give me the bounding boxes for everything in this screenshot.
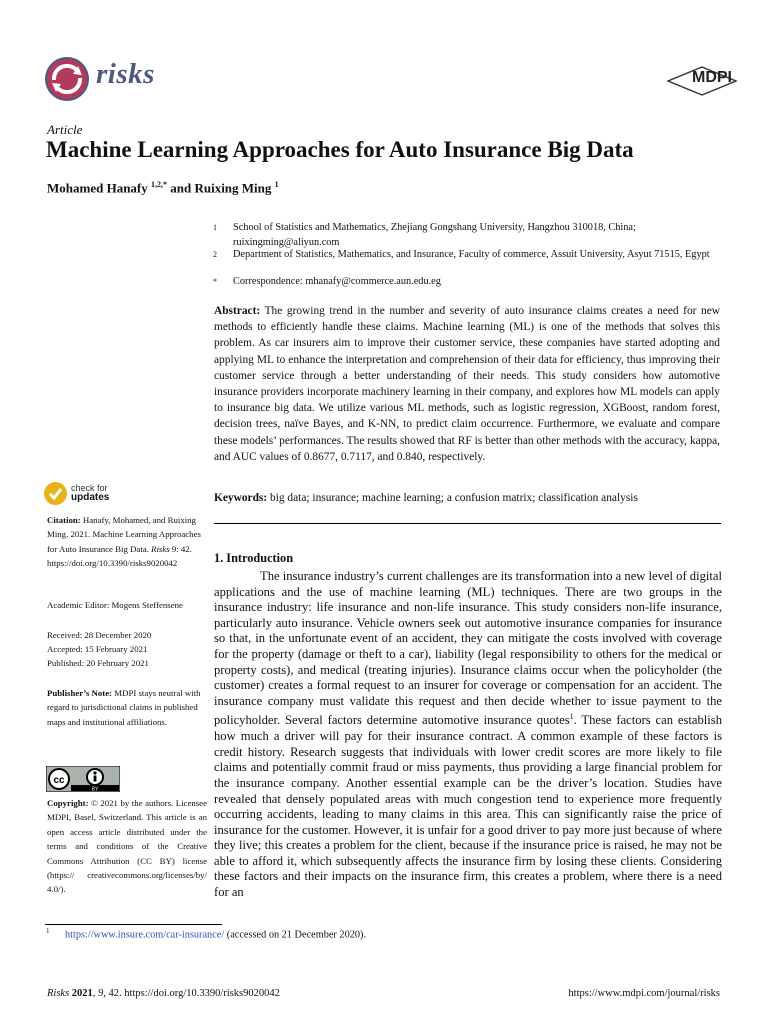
affiliation-mark: *	[213, 277, 217, 286]
author-connector: and	[170, 180, 192, 196]
copyright-text: © 2021 by the authors. Licensee MDPI, Basel, Switzerland. This article is an open access article distributed under the terms and conditions of the Creative Commons Attribution (CC BY) license (https:// creativecommons.org/licenses/by/ 4.0/).	[47, 798, 207, 895]
footer-journal: Risks	[47, 988, 70, 999]
page-footer-citation: Risks 2021, 9, 42. https://doi.org/10.3390/risks9020042	[47, 988, 280, 999]
affiliation-text: School of Statistics and Mathematics, Zhejiang Gongshang University, Hangzhou 310018, China; ruixingming@aliyun.com	[233, 222, 636, 248]
check-updates-icon	[44, 482, 67, 505]
keywords-text: big data; insurance; machine learning; a confusion matrix; classification analysis	[270, 492, 638, 504]
accepted-date: Accepted: 15 February 2021	[47, 644, 148, 654]
copyright-label: Copyright:	[47, 798, 89, 808]
abstract	[214, 303, 720, 465]
footer-doi: , 42. https://doi.org/10.3390/risks9020042	[103, 988, 280, 999]
affiliation-mark: 2	[213, 250, 217, 259]
citation-journal: Risks	[151, 543, 170, 554]
risks-logo-icon	[44, 56, 90, 102]
check-updates-label: updates	[71, 492, 110, 503]
footnote-reference[interactable]: 1	[569, 712, 574, 722]
section-heading: 1. Introduction	[214, 551, 294, 565]
citation-block	[47, 513, 207, 571]
journal-url[interactable]: https://www.mdpi.com/journal/risks	[568, 988, 720, 999]
author-name: Mohamed Hanafy	[47, 180, 148, 196]
footnote-text: (accessed on 21 December 2020).	[226, 929, 367, 941]
check-updates-label: check for	[71, 483, 108, 493]
author-affiliation-mark: 1	[274, 180, 279, 189]
keywords-label: Keywords:	[214, 492, 268, 504]
footnote-mark: 1	[46, 927, 50, 935]
footer-volume: 9	[98, 988, 104, 999]
abstract-label: Abstract:	[214, 305, 261, 317]
citation-text: Hanafy, Mohamed, and Ruixing Ming. 2021. Machine Learning Approaches for Auto Insurance Big Data.	[47, 515, 201, 554]
cc-by-license-icon[interactable]	[46, 766, 120, 792]
publisher-note-text: MDPI stays neutral with regard to jurisdictional claims in published maps and institutional affiliations.	[47, 688, 201, 727]
footer-year: 2021	[71, 988, 93, 999]
svg-text:cc: cc	[53, 775, 65, 786]
author-name: Ruixing Ming	[194, 180, 272, 196]
received-date: Received: 28 December 2020	[47, 630, 152, 640]
footnote-rule	[45, 924, 222, 925]
article-type: Article	[47, 122, 83, 137]
section-divider	[214, 523, 721, 524]
correspondence-text: Correspondence: mhanafy@commerce.aun.edu.eg	[233, 276, 441, 287]
keywords	[214, 490, 720, 506]
footnote-link[interactable]: https://www.insure.com/car-insurance/	[64, 929, 225, 941]
citation-label: Citation:	[47, 515, 81, 525]
intro-text-part: The insurance industry’s current challenges are its transformation into a new level of digital applications and the use of machine learning (ML) techniques. There are two groups in the insurance industry: life insurance and non-life insurance. This study considers non-life insurance, particularly auto insurance. Vehicle owners seek out automotive insurance companies for insurance so that, in the unfortunate event of an accident, they can mitigate the costs involved with coverage for the property (damage or theft to a car), liability (legal responsibility to others for the medical or property costs), and medical (treating injuries). Insurance claims occur when the policyholder (the customer) creates a formal request to an insurer for coverage or compensation for an accident. The insurance company must validate this request and then decide whether to issue payment to the policyholder. Several factors determine automotive insurance quotes	[214, 569, 722, 728]
affiliation-mark: 1	[213, 223, 217, 232]
publisher-name: MDPI	[692, 69, 732, 86]
publisher-note-label: Publisher’s Note:	[47, 688, 113, 698]
abstract-text: The growing trend in the number and severity of auto insurance claims creates a need for new methods to efficiently handle these claims. Machine learning (ML) is one of the methods that solves this problem. As car insurers aim to improve their customer service, these companies have started adopting and applying ML to enhance the interpretation and comprehension of their data for efficiency, thus improving their customer service through a better understanding of their needs. This study considers how automotive insurance providers incorporate machinery learning in their company, and explores how ML models can apply to insurance big data. We utilize various ML methods, such as logistic regression, XGBoost, random forest, decision trees, naïve Bayes, and K-NN, to predict claim occurrence. Furthermore, we evaluate and compare these models’ performances. The results showed that RF is better than other methods with the accuracy, kappa, and AUC values of 0.8677, 0.7117, and 0.840, respectively.	[214, 305, 720, 463]
journal-name: risks	[96, 58, 155, 90]
check-for-updates-button[interactable]	[44, 480, 124, 508]
affiliation-text: Department of Statistics, Mathematics, and Insurance, Faculty of commerce, Assuit University, Asyut 71515, Egypt	[233, 249, 710, 260]
publisher-note	[47, 686, 207, 729]
footnote	[46, 927, 366, 940]
published-date: Published: 20 February 2021	[47, 658, 149, 668]
introduction-paragraph	[214, 569, 722, 901]
academic-editor: Academic Editor: Mogens Steffensene	[47, 600, 183, 610]
author-affiliation-mark: 1,2,*	[151, 180, 167, 189]
intro-text-part: . These factors can establish how much a driver will pay for their insurance contract. A common example of these factors is credit history. Research suggests that individuals with lower credit scores are more likely to file claims and potentially commit fraud or miss payments, thus providing a large financial problem for the insurance company. Another essential example can be the driver’s location. Studies have revealed that densely populated areas with much congestion tend to experience more frequently occurring accidents, leading to many claims in this area. This can significantly raise the price of insurance for the customer. However, it is unfair for a good driver to pay more just because of where they live; this creates a problem for the client, because if the insurance price is raised, he may not be able to afford it, which subsequently affects the insurance firm by losing these clients. Considering these factors and their impacts on the insurance firm, this creates a problem, where there is a need for an	[214, 713, 722, 900]
cc-badge-text: BY	[91, 786, 99, 792]
author-list	[47, 180, 279, 196]
citation-tail: 9: 42. https://doi.org/10.3390/risks9020042	[47, 543, 192, 569]
copyright-block	[47, 796, 207, 897]
paper-title: Machine Learning Approaches for Auto Insurance Big Data	[46, 137, 634, 162]
